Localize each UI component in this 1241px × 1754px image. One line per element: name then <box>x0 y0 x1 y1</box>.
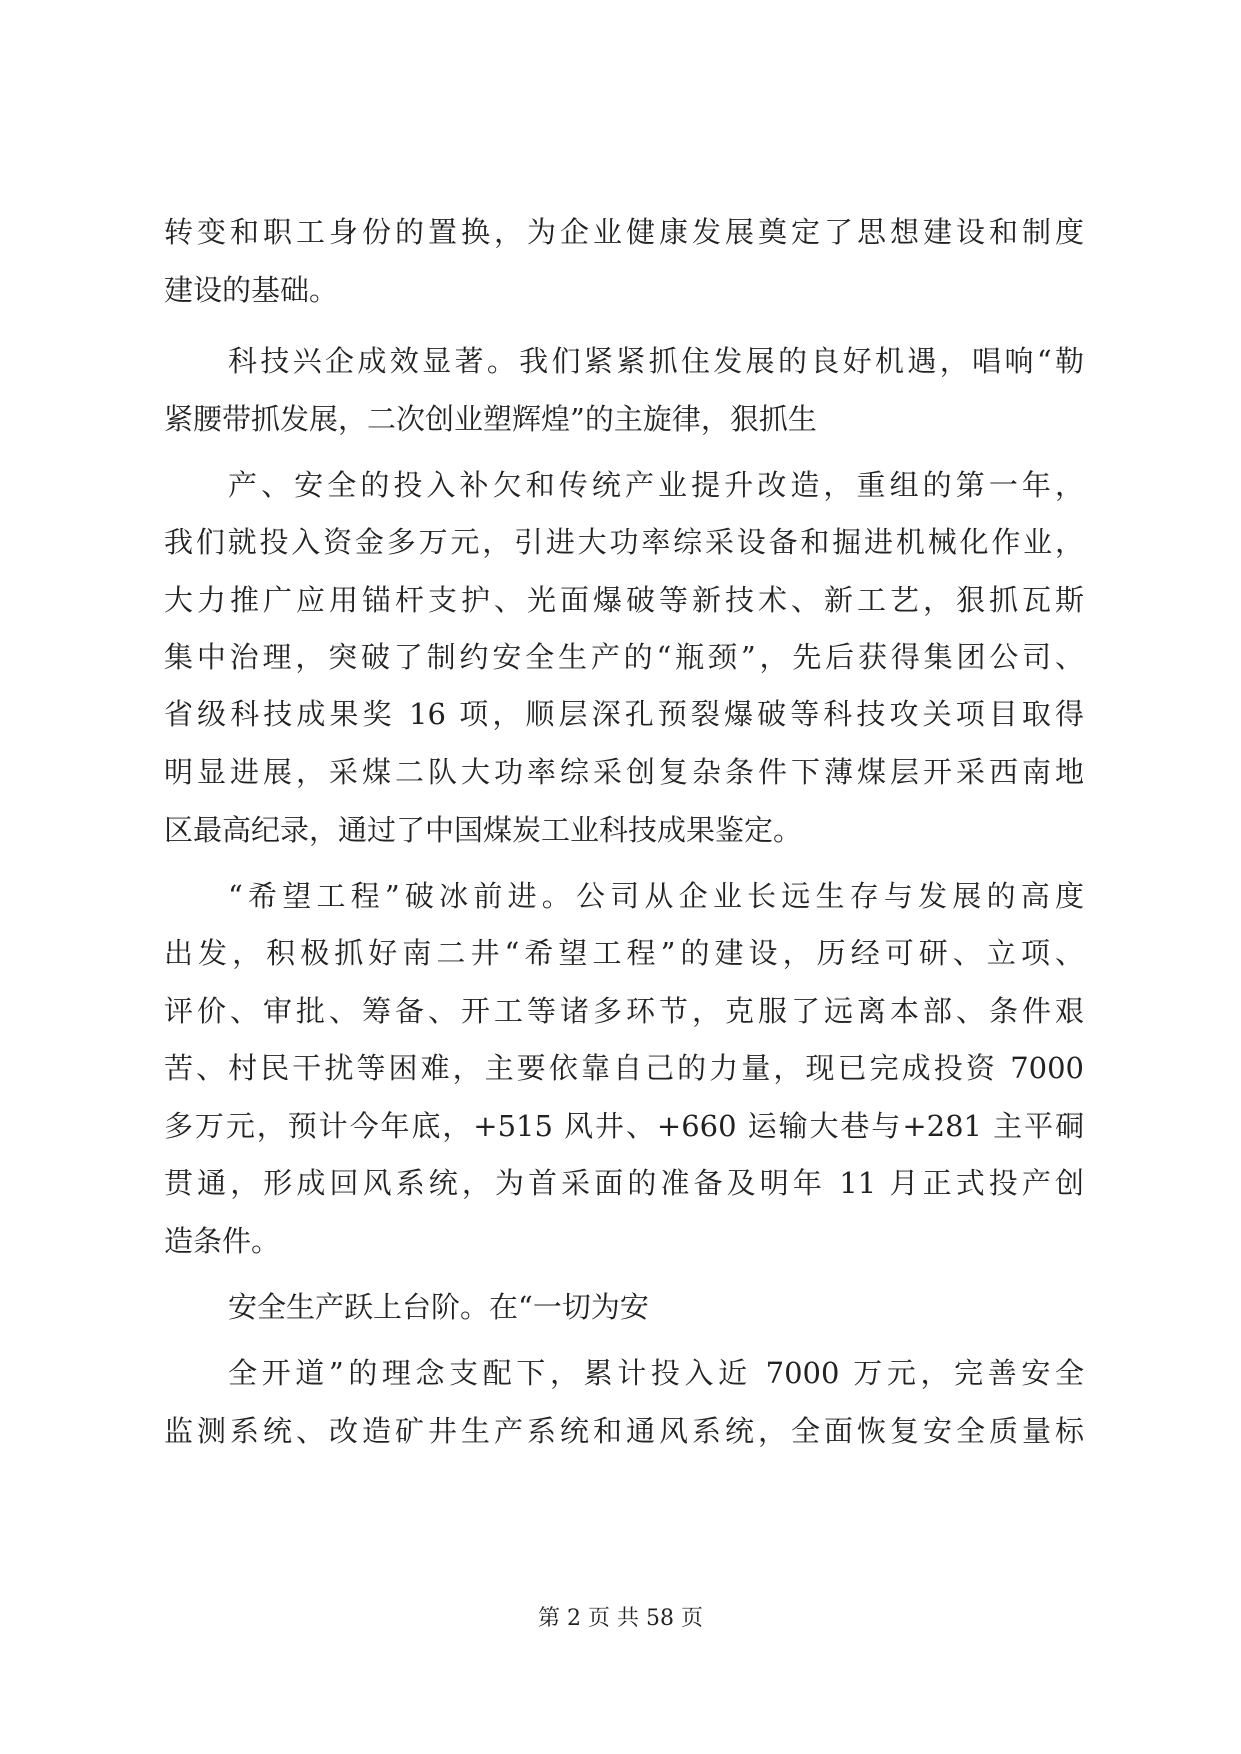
body-line: 产、安全的投入补欠和传统产业提升改造，重组的第一年， <box>228 468 1084 502</box>
body-line: 建设的基础。 <box>164 273 339 307</box>
page-number-footer: 第 2 页 共 58 页 <box>538 1606 703 1631</box>
body-line: 我们就投入资金多万元，引进大功率综采设备和掘进机械化作业， <box>164 525 1084 559</box>
body-line: 监测系统、改造矿井生产系统和通风系统，全面恢复安全质量标 <box>164 1414 1084 1448</box>
body-line: 造条件。 <box>164 1224 281 1258</box>
body-line: 评价、审批、筹备、开工等诸多环节，克服了远离本部、条件艰 <box>164 994 1084 1028</box>
body-line: 多万元，预计今年底，+515 风井、+660 运输大巷与+281 主平硐 <box>164 1109 1084 1143</box>
body-line: 全开道”的理念支配下，累计投入近 7000 万元，完善安全 <box>228 1356 1084 1390</box>
body-line: 安全生产跃上台阶。在“一切为安 <box>228 1290 649 1324</box>
body-line: 转变和职工身份的置换，为企业健康发展奠定了思想建设和制度 <box>164 215 1084 249</box>
body-line: 科技兴企成效显著。我们紧紧抓住发展的良好机遇，唱响“勒 <box>228 344 1084 378</box>
body-line: 苦、村民干扰等困难，主要依靠自己的力量，现已完成投资 7000 <box>164 1051 1084 1085</box>
body-line: 省级科技成果奖 16 项，顺层深孔预裂爆破等科技攻关项目取得 <box>164 697 1084 731</box>
body-line: 贯通，形成回风系统，为首采面的准备及明年 11 月正式投产创 <box>164 1166 1084 1200</box>
body-line: 明显进展，采煤二队大功率综采创复杂条件下薄煤层开采西南地 <box>164 755 1084 789</box>
body-line: 紧腰带抓发展，二次创业塑辉煌”的主旋律，狠抓生 <box>164 402 817 436</box>
body-line: 区最高纪录，通过了中国煤炭工业科技成果鉴定。 <box>164 813 803 847</box>
body-line: “希望工程”破冰前进。公司从企业长远生存与发展的高度 <box>228 879 1084 913</box>
body-line: 集中治理，突破了制约安全生产的“瓶颈”，先后获得集团公司、 <box>164 640 1084 674</box>
body-line: 出发，积极抓好南二井“希望工程”的建设，历经可研、立项、 <box>164 936 1084 970</box>
body-line: 大力推广应用锚杆支护、光面爆破等新技术、新工艺，狠抓瓦斯 <box>164 583 1084 617</box>
